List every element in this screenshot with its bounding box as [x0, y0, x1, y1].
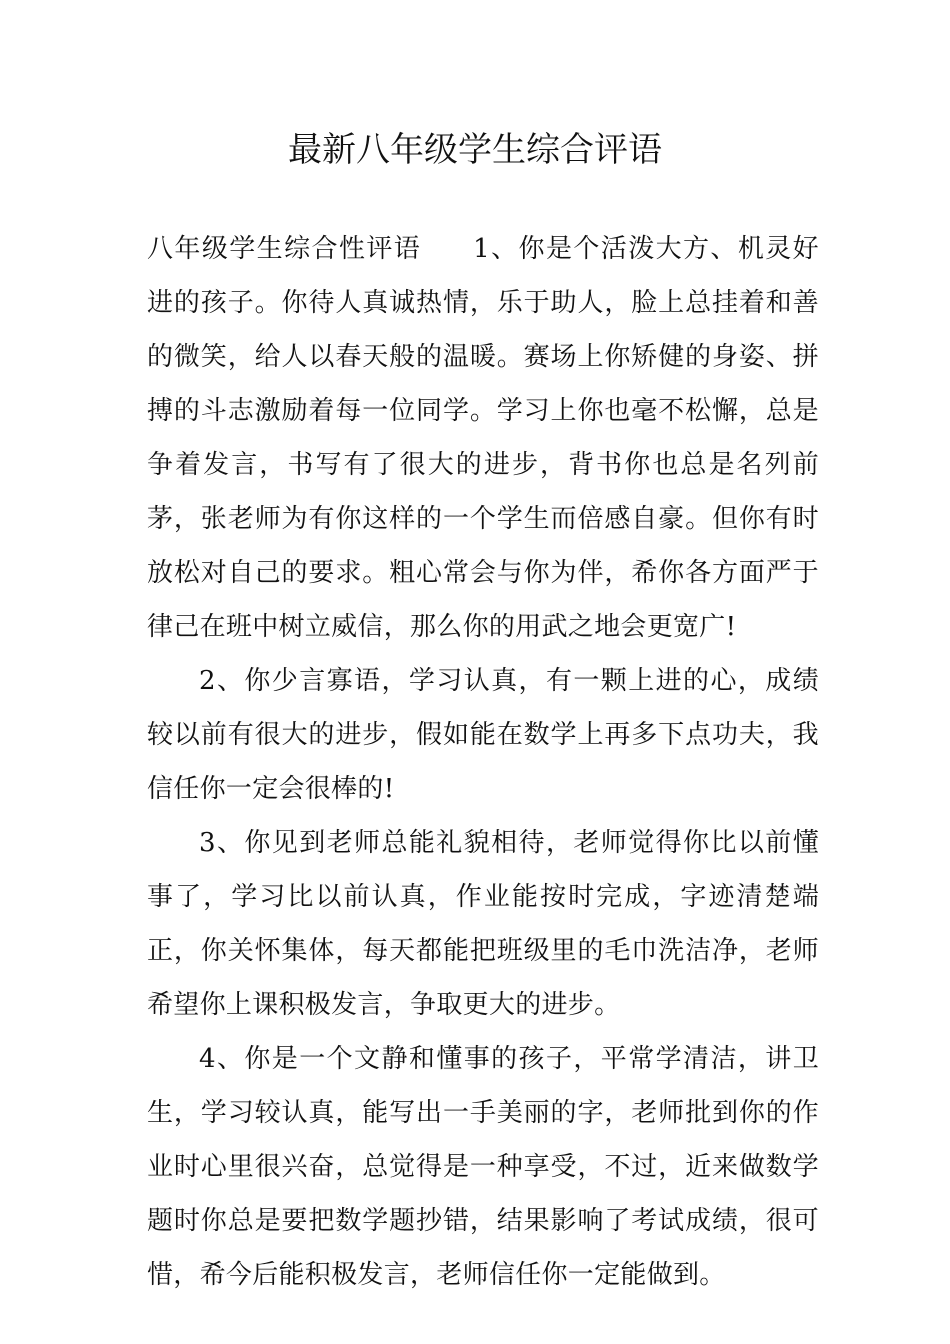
paragraph-3: 3、你见到老师总能礼貌相待，老师觉得你比以前懂事了，学习比以前认真，作业能按时完成，字迹清楚端正，你关怀集体，每天都能把班级里的毛巾洗洁净，老师希望你上课积极发言，争取更大的进步。 — [147, 828, 819, 1020]
paragraph-2: 2、你少言寡语，学习认真，有一颗上进的心，成绩较以前有很大的进步，假如能在数学上再多下点功夫，我信任你一定会很棒的! — [147, 666, 819, 804]
paragraph-1-text: 1、你是个活泼大方、机灵好进的孩子。你待人真诚热情，乐于助人，脸上总挂着和善的微笑，给人以春天般的温暖。赛场上你矫健的身姿、拼搏的斗志激励着每一位同学。学习上你也毫不松懈，总是争着发言，书写有了很大的进步，背书你也总是名列前茅，张老师为有你这样的一个学生而倍感自豪。但你有时放松对自己的要求。粗心常会与你为伴，希你各方面严于律己在班中树立威信，那么你的用武之地会更宽广! — [147, 234, 819, 642]
paragraph-4: 4、你是一个文静和懂事的孩子，平常学清洁，讲卫生，学习较认真，能写出一手美丽的字，老师批到你的作业时心里很兴奋，总觉得是一种享受，不过，近来做数学题时你总是要把数学题抄错，结果影响了考试成绩，很可惜，希今后能积极发言，老师信任你一定能做到。 — [147, 1044, 819, 1290]
document-title: 最新八年级学生综合评语 — [288, 130, 662, 170]
document-body — [147, 222, 819, 1302]
paragraph-1 — [147, 222, 819, 654]
intro-heading: 八年级学生综合性评语 — [147, 234, 422, 264]
